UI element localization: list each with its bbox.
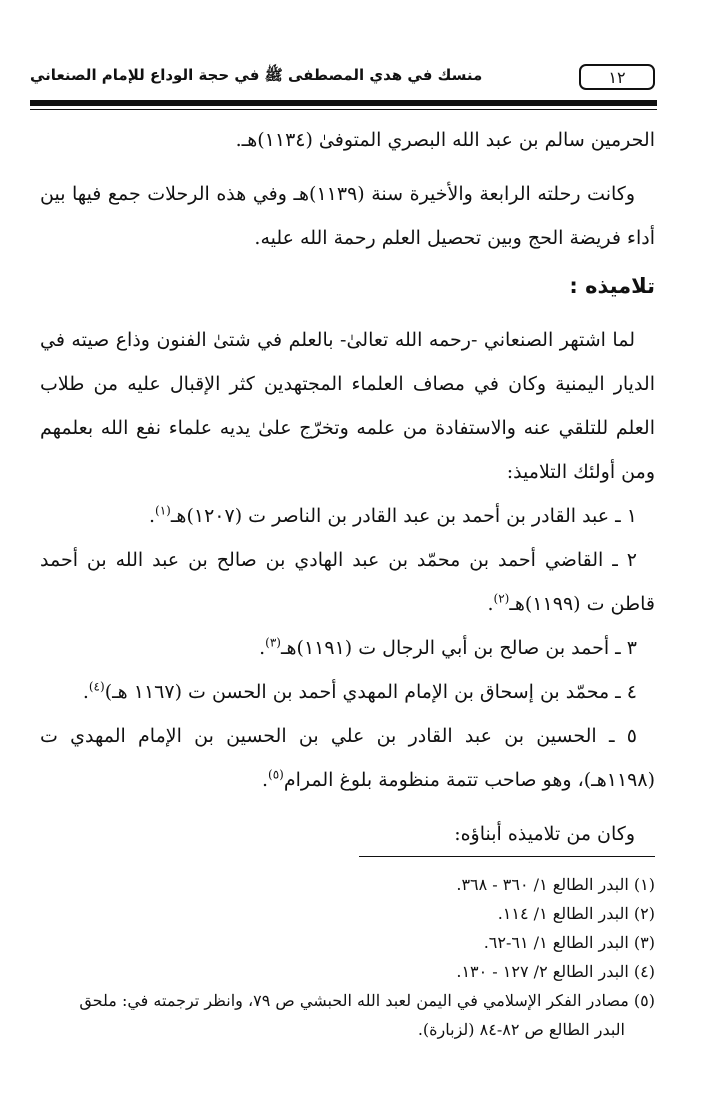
footnote-number: (٢) <box>633 904 655 923</box>
footnote <box>40 870 655 899</box>
student-end: . <box>261 769 269 791</box>
running-title: منسك في هدي المصطفى ﷺ في حجة الوداع للإمام الصنعاني <box>30 66 483 84</box>
paragraph-continuation: الحرمين سالم بن عبد الله البصري المتوفىٰ (١١٣٤)هـ. <box>235 129 655 151</box>
footnote <box>40 957 655 986</box>
header-rule-thick <box>30 100 657 106</box>
student-end: . <box>487 593 494 615</box>
student-text: ٣ ـ أحمد بن صالح بن أبي الرجال ت (١١٩١)هـ <box>280 637 637 659</box>
student-item <box>40 670 655 714</box>
student-text: ١ ـ عبد القادر بن أحمد بن عبد القادر بن الناصر ت (١٢٠٧)هـ <box>170 505 637 527</box>
student-text: ٢ ـ القاضي أحمد بن محمّد بن عبد الهادي بن صالح بن عبد الله بن أحمد قاطن ت (١١٩٩)هـ <box>40 549 655 615</box>
footnote-continuation: البدر الطالع ص ٨٢-٨٤ (لزبارة). <box>417 1020 625 1039</box>
footnote-text: البدر الطالع ١/ ٦١-٦٢. <box>483 933 629 952</box>
footnote-ref[interactable]: (٥) <box>268 767 284 782</box>
footnote <box>40 928 655 957</box>
footnote <box>40 986 655 1015</box>
footnote-number: (٣) <box>633 933 655 952</box>
footnote-number: (٥) <box>633 991 655 1010</box>
paragraph-students-intro: لما اشتهر الصنعاني -رحمه الله تعالىٰ- بالعلم في شتىٰ الفنون وذاع صيته في الديار اليمنية وكان في مصاف العلماء المجتهدين كثر الإقبال عليه من طلاب العلم للتلقي عنه والاستفادة من علمه وتخرّج علىٰ يديه علماء نفع الله بعلمهم ومن أولئك التلاميذ: <box>40 329 655 483</box>
paragraph-journey: وكانت رحلته الرابعة والأخيرة سنة (١١٣٩)هـ وفي هذه الرحلات جمع فيها بين أداء فريضة الحج وبين تحصيل العلم رحمة الله عليه. <box>40 183 655 249</box>
student-item <box>40 494 655 538</box>
footnote-ref[interactable]: (١) <box>155 503 171 518</box>
student-item <box>40 626 655 670</box>
student-text: ٥ ـ الحسين بن عبد القادر بن علي بن الحسين بن الإمام المهدي ت (١١٩٨هـ)، وهو صاحب تتمة منظومة بلوغ المرام <box>40 725 655 791</box>
footnote-number: (٤) <box>633 962 655 981</box>
footnote-ref[interactable]: (٣) <box>265 635 281 650</box>
footnote-ref[interactable]: (٢) <box>493 591 510 606</box>
student-end: . <box>82 681 89 703</box>
footnote-ref[interactable]: (٤) <box>88 679 105 694</box>
student-text: ٤ ـ محمّد بن إسحاق بن الإمام المهدي أحمد بن الحسن ت (١١٦٧ هـ) <box>104 681 637 703</box>
footnote <box>40 899 655 928</box>
page-number-box <box>579 64 655 90</box>
student-end: . <box>148 505 156 527</box>
running-header <box>30 62 655 92</box>
footnote-text: مصادر الفكر الإسلامي في اليمن لعبد الله الحبشي ص ٧٩، وانظر ترجمته في: ملحق <box>79 991 629 1010</box>
footnote-number: (١) <box>633 875 655 894</box>
student-item <box>40 714 655 802</box>
student-item <box>40 538 655 626</box>
header-rule-thin <box>30 109 657 110</box>
footnote-text: البدر الطالع ٢/ ١٢٧ - ١٣٠. <box>456 962 629 981</box>
section-heading-students: تلاميذه : <box>569 274 655 298</box>
footnote-text: البدر الطالع ١/ ١١٤. <box>497 904 629 923</box>
footnotes <box>40 870 655 1044</box>
footnote-text: البدر الطالع ١/ ٣٦٠ - ٣٦٨. <box>456 875 629 894</box>
page-number: ١٢ <box>608 67 626 87</box>
paragraph-sons: وكان من تلاميذه أبناؤه: <box>454 823 635 845</box>
main-text <box>40 118 655 856</box>
student-end: . <box>259 637 266 659</box>
footnote-separator <box>359 856 655 857</box>
